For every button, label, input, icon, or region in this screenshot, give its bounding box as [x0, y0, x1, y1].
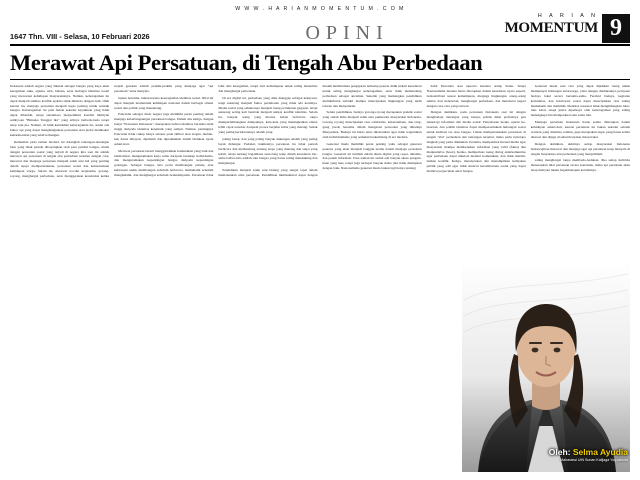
paragraph: Generasi muda memiliki peran penting yaitu sebagai generasi penerus yang akan menjadi tonggak utama dalam menjaga persatuan bangsa. Generasi ini tumbuh dalam dunia digital yang cepat, dinamis, dan penuh informasi. Pasa zaman ini sudah ada banyak akses pengetahuan yang luas, tetapi juga terdapat banyak risiko jika tidak ditempkan dengan baik. Nasionalisme generasi muda bukan lagi hanya tentang	[322, 141, 422, 171]
section-title: OPINI	[305, 22, 389, 44]
divider	[10, 79, 630, 80]
byline-prefix: Oleh:	[548, 447, 571, 457]
byline	[549, 447, 628, 462]
paragraph: Pancasila sebagai dasar negara juga memiliki peran penting dalam menjaga keberlangsungan persatuan bangsa. Dalam sila ketiga, dengan bunyi "Persatuan Indonesia", merupakan bahwa identitas bersama telah tinggi daripada identitas ketentuik yang sempit. Namun, pentingnya Pancasila tidak cukup hanya sebatas pada simbol atau slogan, melainkan harus dihayati, dipahami dan dipraktikkan dalam tindakan nyata sehari-hari.	[114, 112, 214, 146]
byline-text	[549, 447, 628, 457]
paragraph: Indonesia adalah negara yang dikenal sebagai bangsa yang kaya akan keragaman suku, agama, adat, bahasa, serta berbagai identitas sosial yang mewarnai kehidupan masyarakatnya. Namun, keberagaman itu dapat menjadi sumber konflik apabila tidak dikelola dengan baik. Oleh karena itu, menjaga persatuan menjadi tugas penting untuk seluruh bangsa. Keberagaman itu pula bukan sekadar keyakinan yang tidak dapat dibantah, tetapi senantiasa menyelimuti kondisi lahiriyah sembyoan "Bhineka Tunggal Ika" yang artinya berbeda-beda tetapi tetap satu jua. Namun, di balik keindahan keberagaman itu, selalu ada faktor apt yang dapat menghanguskan persatuan atau justru membakar keharmonisan yang telah terbangun.	[10, 83, 110, 137]
page-number: 9	[602, 14, 630, 43]
paragraph: Dengan demikian, akhirnya setiap masyarakat Indonesia berkewajiban merawat dan menjaga agar api persatuan tetap menyala di tengah banyaknya abu perbedaan yang menyelimuti.	[530, 141, 630, 156]
paragraph: Selain pendidikan, budaya gotong-royong merupakan praktik sosial yang sudah lama menjadi salah satu pemersatu masyarakat Indonesia. Gotong royong menciptakan rasa solidaritas, kebersamaan, dan tanggung jawab bersama dalam mengatasi persoalan yang dihadapi Masyarakat. Budaya ini harus terus dilestarikan agar tidak tergantikan oleh individualisme yang semakin berkembang di era modern.	[322, 110, 422, 139]
author-portrait-illustration	[462, 260, 630, 472]
paragraph: saling menghargai tanpa membeda-bedakan. Jika setiap individu menerapkan nilai persatuan secara konsisten, maka api persatuan akan tetap menyala meski bagaimanapun kondisinya.	[530, 158, 630, 173]
paragraph: Di era digital ini, perbedaan yang dulu dianggap sebagai kekayaan, tengi sekarang menjadi faktor perdebatan yang tidak ada kontinya. Media sosial yang sahunranya menjadi ruang pertukaran gagasan, tetapi sekarang sering kali berubah menjadi tempat konflik identitas. Selain itu, banyak orang yang merasa beban berbicara tanpa mempertimbangkan dampaknya, kata-kata yang meningkatkan emosi lebih cepat tersebar daripada proses berpikir kritis yang matang. Sedak yang paling kerasberuanya adalah yang	[218, 95, 318, 134]
brand-block	[505, 14, 630, 43]
paragraph: Dengan demikian, pada persatuan Indonesia saat ini dengan menghadapi tantangan yang berupa politik diket profesinya gan teknologi informasi dan media sosial. Penyebaran hoaks, ujaran kebencian, dan politik identitas dapat mempertemukah hubungan sosial untuk kedirasi ras atau bangsa. Untuk mempertahankan persatuan di tengah "abu" perbedaan dan tantangan tersebut, maka perlu beberapa langkah yang perlu dilakukan. Pertama, memperkuat literasi media agar masyarakat mampu membedakan informasi yang valid (fakta) dan manipulative (hoax). Kedua, memperluas ruang dialog antarkomunitas agar perbedaan dapat dikelola melalui komunikasi, dan tidak menimbulkan konflik. Ketiga, menciptakan dan menampilkan kebijakan publik yang adil agar tidak muncul kecemburuan sosial yang dapat memicu perpecahan antar bangsa.	[426, 110, 526, 174]
paragraph: Generasi muda satu cara yang dapat dijadikan ruang untuk mempunyai hubungan antarwarga, yaitu dengan diadakannya perayaan budaya lokal secara bersama-sama. Festival budaya, kegiatan komunitas, dan kolaborasi sosial dapat menciptakan rasa saling memahami dan memiliki. Identitas nasional tidak menghilangkan identitas lokal, tetapi justru diperkaya oleh keberagaman yang saling melengkapi dan memperkuat satu sama lain.	[530, 83, 630, 118]
paragraph: paling benar, dan yang paling banyak dukungan adalah yang paling layak didengar. Padahal, hakikatnya persatuan itu tidak pernah berbicara dan memandang tentang siapa yang menang dan siapa yang kalah, tetapi tentang bagaimana seseorang tetap dalam kesadaran bersama bahwa kita adalah satu bangsa yang harus saling mendukung dan menghargai.	[218, 136, 318, 166]
masthead	[10, 14, 630, 46]
website-url: W W W . H A R I A N M O M E N T U M . C O M	[235, 6, 405, 12]
paragraph: hafal Pancasila atau upacara bendera setiap Senin. Tetapi Nasionalisme mereka harus diterapkan dalam kesadaran nyata seperti, berkontribusi sesuai kemampuan, menjaga lingkungan orang-orang sekitar dari kebencian, menghargai perbedaan, dan mencintai negeri dengan cara-cara yang relevan.	[426, 83, 526, 108]
brand	[505, 14, 602, 43]
paragraph: Menjaga persatuan Indonesia harus selalu diterapkan dalam kehidupan sehari-hari, karena persatuan itu bukan sekadar sebuah warisan yang diterima, namun, juga merupakan tugas yang harus selalu dirawat dan dijaga di seluruh lapisan masyarakat.	[530, 120, 630, 139]
page-title: Merawat Api Persatuan, di Tengah Abu Perbedaan	[10, 50, 483, 75]
brand-kicker: H A R I A N	[537, 13, 598, 19]
author-photo	[462, 260, 630, 472]
byline-name: Selma Ayudia	[572, 447, 628, 457]
byline-role: Mahasiswi UIN Sunan Kalijaga Yogyakarta	[560, 458, 628, 462]
paragraph: Pendidikan menjadi salah satu bidang yang sangat tepat dalam memanankan nilai persatuan. Pendidikan multikultural dapat dengan mudah memberikan pengajaran terhadap peserta didik terkait kesadaran untuk saling menghargai keberagaman, serta tidak memandang perbedaan sebagai ancaman. Sekolah yang memangkas pendidikan multikultural terbukti mampu menciptakan lingkungan yang lebih toleran dan menyeluruh.	[218, 83, 422, 178]
paragraph: Merawat persatuan berarti menggairahkan komunikasi yang baik dan bermanfaat, mengutamakan kerja sama daripada bersikap individualis, dan mengutamakan kepentingan bangsa daripada kepentingan golongan. Sebagai bangsa, kita perlu membangun prinsip atau kebiasaan untuk membangun sebelum berbicara, memuhami sebelum menghakimi, dan menghargai sebelum berkesimpulan. Persatuan tidak lahir dari kesegaman, tetapi dari kemampuan untuk saling menerima dan menghargai perbedaan.	[114, 83, 318, 178]
paragraph: Kemudian pada zaman modern ini datanglah tantangan-tantangan baru yang tidak pernah dibayangkan oleh para pendiri bangsa, mulai dengan persoalan sosial yang terjadi di negara kita saat ini adalah merawat api persatuan di tengah abu perbedaan tersebut dengan cara, merawat dan menjaga persatuan menjadi salah satu hal yang penting dalam upaya memperstatukan, persatuan sosial dan koherensinan kehidupan warga. Selain itu, merawat trocdut kerjasama, gotong-royong, menghargai perbedaan, serta menggerakan konstruksi ketika terjadi gesekan adalah praktik-praktik yang menjaga agar "api persatuan" terus menyala.	[10, 83, 214, 178]
brand-name: MOMENTUM	[504, 19, 598, 36]
paragraph: tujuan bersama, bukan karena keseragaman identitas sosial. Nilai ini dapat menjadi momentum kehidupan nasional dalam berbagai situasi sosial dan politik yang menantang.	[114, 95, 214, 110]
issue-line: 1647 Thn. VIII - Selasa, 10 Februari 2026	[10, 32, 150, 41]
